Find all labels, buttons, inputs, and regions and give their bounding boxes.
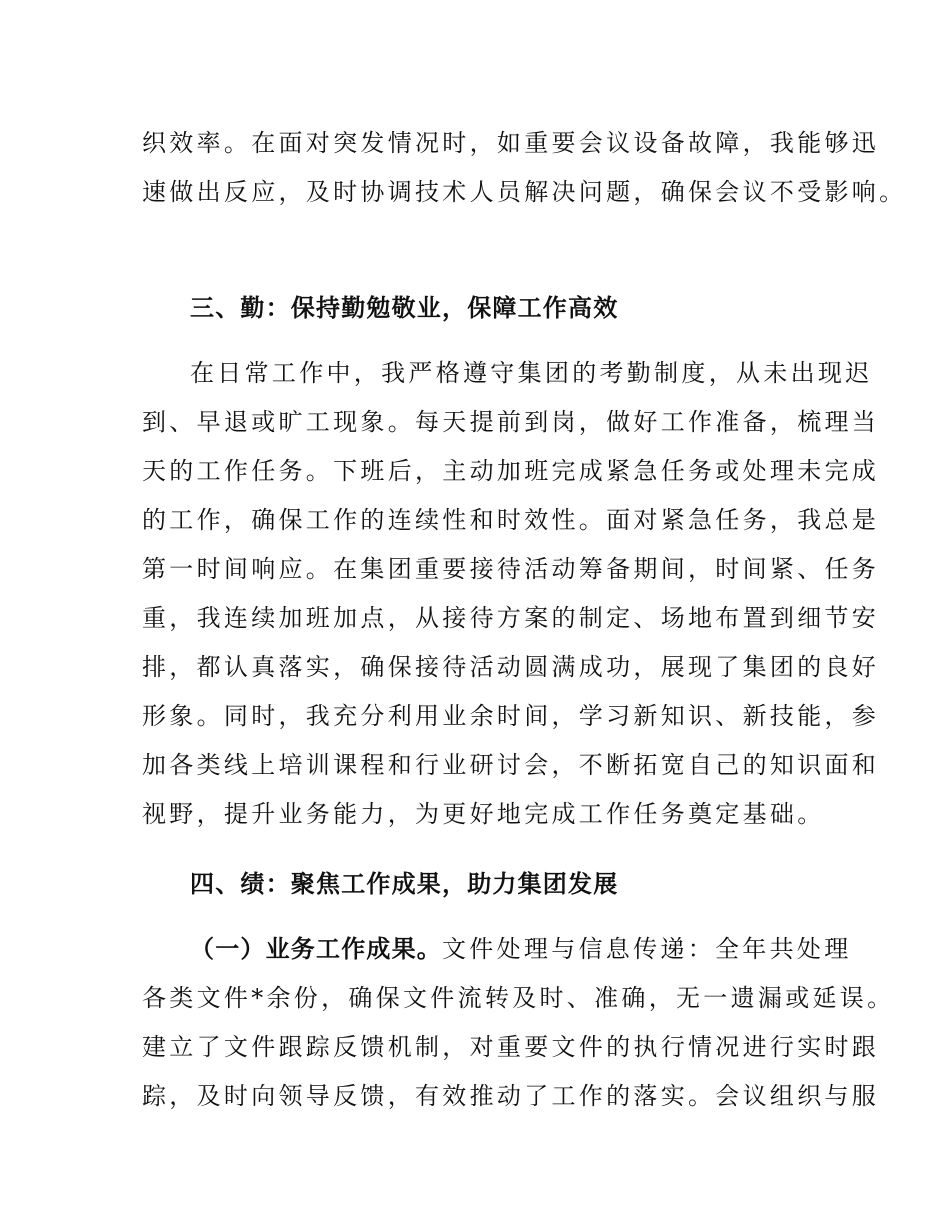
- text-run: 文件处理与信息传递：全年共处理: [442, 935, 852, 963]
- section-heading-3: 三、勤：保持勤勉敬业，保障工作高效: [190, 294, 619, 322]
- text-line: 天的工作任务。下班后，主动加班完成紧急任务或处理未完成: [142, 457, 880, 485]
- text-line: 到、早退或旷工现象。每天提前到岗，做好工作准备，梳理当: [142, 408, 880, 436]
- text-line: [190, 934, 870, 964]
- text-line: 织效率。在面对突发情况时，如重要会议设备故障，我能够迅: [142, 129, 880, 157]
- text-line: 形象。同时，我充分利用业余时间，学习新知识、新技能，参: [142, 702, 880, 730]
- text-line: 视野，提升业务能力，为更好地完成工作任务奠定基础。: [142, 800, 825, 828]
- text-line: 第一时间响应。在集团重要接待活动筹备期间，时间紧、任务: [142, 555, 880, 583]
- subsection-lead: （一）业务工作成果。: [190, 935, 442, 963]
- text-line: 在日常工作中，我严格遵守集团的考勤制度，从未出现迟: [190, 359, 873, 387]
- text-line: 重，我连续加班加点，从接待方案的制定、场地布置到细节安: [142, 604, 880, 632]
- section-heading-4: 四、绩：聚焦工作成果，助力集团发展: [190, 870, 619, 898]
- text-line: 各类文件*余份，确保文件流转及时、准确，无一遗漏或延误。: [142, 984, 895, 1012]
- text-line: 加各类线上培训课程和行业研讨会，不断拓宽自己的知识面和: [142, 751, 880, 779]
- text-line: 踪，及时向领导反馈，有效推动了工作的落实。会议组织与服: [142, 1082, 880, 1110]
- text-line: 建立了文件跟踪反馈机制，对重要文件的执行情况进行实时跟: [142, 1033, 880, 1061]
- text-line: 的工作，确保工作的连续性和时效性。面对紧急任务，我总是: [142, 506, 880, 534]
- text-line: 速做出反应，及时协调技术人员解决问题，确保会议不受影响。: [142, 178, 907, 206]
- text-line: 排，都认真落实，确保接待活动圆满成功，展现了集团的良好: [142, 653, 880, 681]
